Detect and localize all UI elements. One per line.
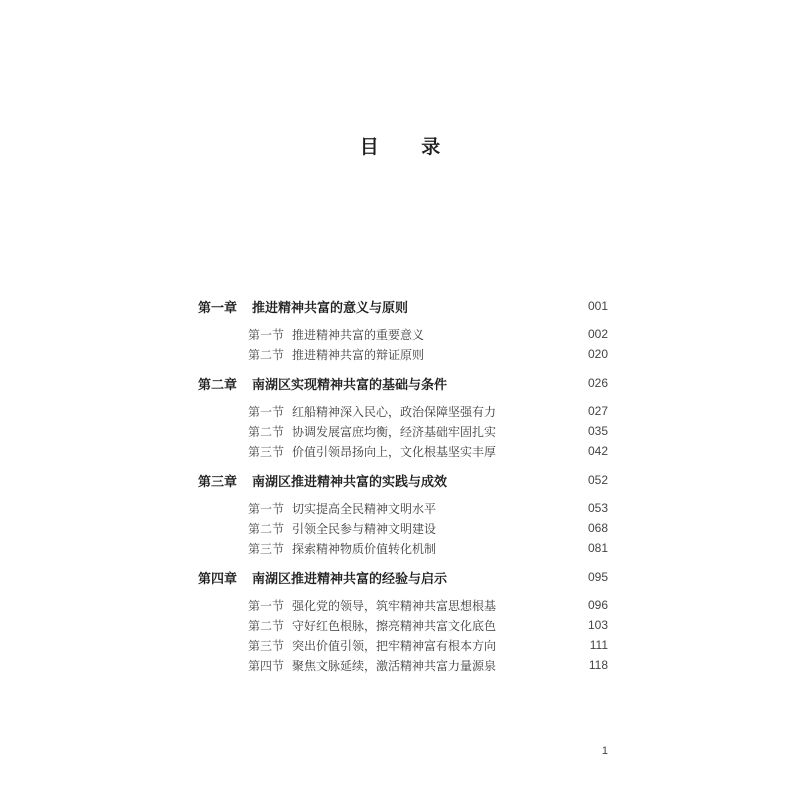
toc-section-4-4[interactable] xyxy=(198,655,608,675)
toc-chapter-4[interactable] xyxy=(198,567,608,587)
toc-section-2-3[interactable] xyxy=(198,441,608,461)
chapter-page-number: 095 xyxy=(587,570,608,584)
toc-section-4-3[interactable] xyxy=(198,635,608,655)
section-page-number: 068 xyxy=(587,521,608,535)
toc-section-1-1[interactable] xyxy=(198,324,608,344)
toc-section-3-3[interactable] xyxy=(198,538,608,558)
section-page-number: 081 xyxy=(587,541,608,555)
chapter-page-number: 052 xyxy=(587,473,608,487)
toc-chapter-3[interactable] xyxy=(198,470,608,490)
section-number: 第一节 xyxy=(248,327,285,342)
section-page-number: 027 xyxy=(587,404,608,418)
section-number: 第二节 xyxy=(248,347,285,362)
section-number: 第二节 xyxy=(248,618,285,633)
toc-section-4-2[interactable] xyxy=(198,615,608,635)
chapter-title: 南湖区实现精神共富的基础与条件 xyxy=(252,377,448,393)
section-number: 第二节 xyxy=(248,521,285,536)
section-number: 第三节 xyxy=(248,638,285,653)
toc-section-3-2[interactable] xyxy=(198,518,608,538)
toc-chapter-1[interactable] xyxy=(198,296,608,316)
section-page-number: 053 xyxy=(587,501,608,515)
section-number: 第二节 xyxy=(248,424,285,439)
section-title: 价值引领昂扬向上，文化根基坚实丰厚 xyxy=(292,444,497,459)
section-page-number: 111 xyxy=(589,638,608,652)
section-number: 第三节 xyxy=(248,541,285,556)
chapter-number: 第二章 xyxy=(198,377,238,393)
section-title: 红船精神深入民心，政治保障坚强有力 xyxy=(292,404,497,419)
chapter-number: 第一章 xyxy=(198,300,238,316)
chapter-number: 第四章 xyxy=(198,571,238,587)
section-number: 第三节 xyxy=(248,444,285,459)
section-page-number: 103 xyxy=(587,618,608,632)
section-page-number: 096 xyxy=(587,598,608,612)
section-title: 守好红色根脉，擦亮精神共富文化底色 xyxy=(292,618,497,633)
toc-section-2-1[interactable] xyxy=(198,401,608,421)
section-number: 第一节 xyxy=(248,501,285,516)
section-page-number: 020 xyxy=(587,347,608,361)
section-page-number: 035 xyxy=(587,424,608,438)
section-title: 突出价值引领，把牢精神富有根本方向 xyxy=(292,638,497,653)
toc-chapter-2[interactable] xyxy=(198,373,608,393)
toc-section-3-1[interactable] xyxy=(198,498,608,518)
section-title: 协调发展富庶均衡，经济基础牢固扎实 xyxy=(292,424,497,439)
section-number: 第一节 xyxy=(248,598,285,613)
chapter-title: 南湖区推进精神共富的实践与成效 xyxy=(252,474,448,490)
section-title: 推进精神共富的重要意义 xyxy=(292,327,425,342)
section-number: 第一节 xyxy=(248,404,285,419)
chapter-page-number: 001 xyxy=(587,299,608,313)
section-number: 第四节 xyxy=(248,658,285,673)
chapter-page-number: 026 xyxy=(587,376,608,390)
page-folio-number: 1 xyxy=(601,745,608,757)
section-page-number: 118 xyxy=(588,658,608,672)
table-of-contents xyxy=(198,296,608,675)
section-title: 探索精神物质价值转化机制 xyxy=(292,541,437,556)
section-title: 推进精神共富的辩证原则 xyxy=(292,347,425,362)
section-page-number: 002 xyxy=(587,327,608,341)
section-title: 聚焦文脉延续，激活精神共富力量源泉 xyxy=(292,658,497,673)
section-title: 引领全民参与精神文明建设 xyxy=(292,521,437,536)
chapter-number: 第三章 xyxy=(198,474,238,490)
section-title: 强化党的领导，筑牢精神共富思想根基 xyxy=(292,598,497,613)
chapter-title: 南湖区推进精神共富的经验与启示 xyxy=(252,571,448,587)
toc-section-2-2[interactable] xyxy=(198,421,608,441)
toc-section-4-1[interactable] xyxy=(198,595,608,615)
section-page-number: 042 xyxy=(587,444,608,458)
toc-section-1-2[interactable] xyxy=(198,344,608,364)
chapter-title: 推进精神共富的意义与原则 xyxy=(252,300,409,316)
section-title: 切实提高全民精神文明水平 xyxy=(292,501,437,516)
page-title: 目 录 xyxy=(359,136,459,158)
